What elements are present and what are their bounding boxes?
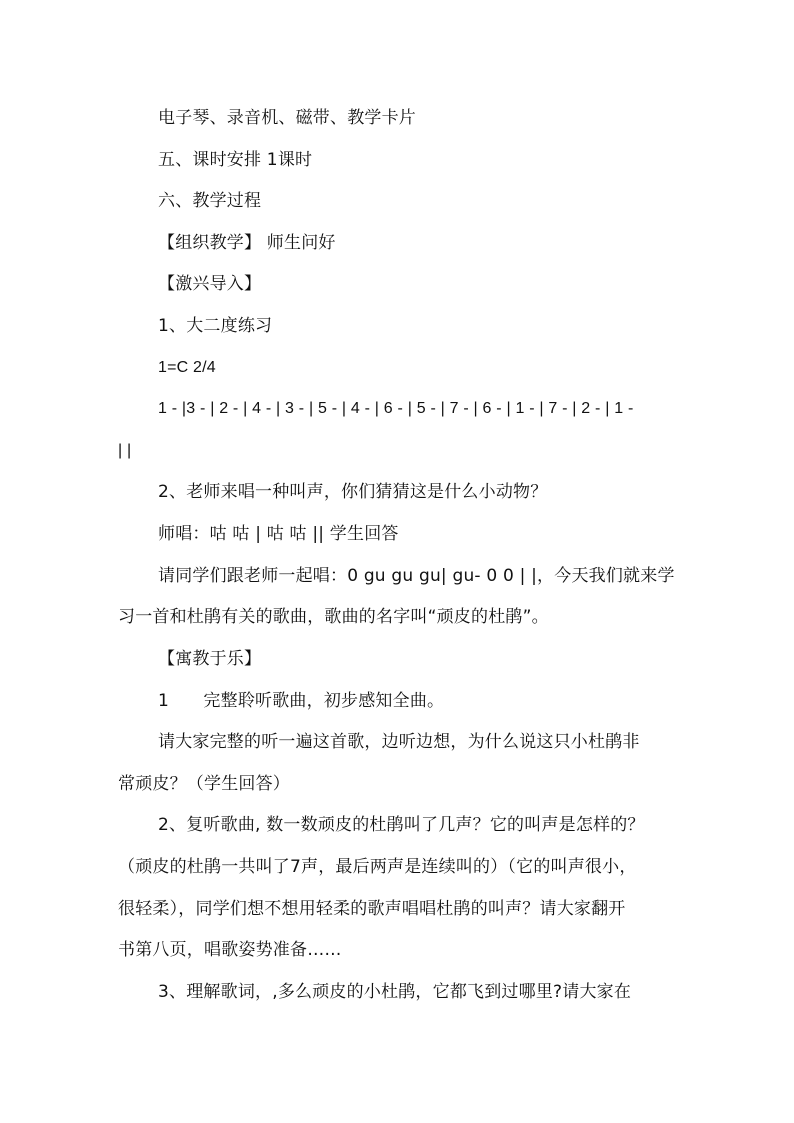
key-signature-line: 1=C 2/4	[158, 359, 216, 376]
notation-line: 1 - |3 - | 2 - | 4 - | 3 - | 5 - | 4 - | 6 - | 5 - | 7 - | 6 - | 1 - | 7 - | 2 - | 1 -	[158, 400, 634, 417]
paragraph-line: 1 完整聆听歌曲，初步感知全曲。	[158, 691, 445, 711]
paragraph-line: 3、理解歌词，,多么顽皮的小杜鹃，它都飞到过哪里?请大家在	[158, 982, 632, 1002]
notation-end-line: | |	[118, 442, 132, 459]
paragraph-line: 师唱：咕 咕 | 咕 咕 || 学生回答	[158, 524, 399, 544]
organize-teaching-line: 【组织教学】 师生问好	[158, 233, 336, 253]
paragraph-line: 习一首和杜鹃有关的歌曲，歌曲的名字叫“顽皮的杜鹃”。	[118, 607, 549, 627]
paragraph-line: 2、复听歌曲, 数一数顽皮的杜鹃叫了几声？它的叫声是怎样的？	[158, 815, 645, 835]
paragraph-line: 很轻柔），同学们想不想用轻柔的歌声唱唱杜鹃的叫声？请大家翻开	[118, 899, 626, 919]
paragraph-line: 请同学们跟老师一起唱：0 gu gu gu| gu- 0 0 | |，今天我们就来学	[158, 566, 675, 586]
exercise-heading: 1、大二度练习	[158, 316, 273, 336]
paragraph-line: 2、老师来唱一种叫声，你们猜猜这是什么小动物？	[158, 482, 548, 502]
intro-heading: 【激兴导入】	[158, 274, 262, 294]
paragraph-line: 书第八页，唱歌姿势准备……	[118, 940, 342, 960]
paragraph-line: 常顽皮？（学生回答）	[118, 774, 290, 794]
teaching-heading: 【寓教于乐】	[158, 649, 262, 669]
materials-line: 电子琴、录音机、磁带、教学卡片	[158, 108, 416, 128]
section-six-heading: 六、教学过程	[158, 191, 262, 211]
paragraph-line: （顽皮的杜鹃一共叫了7声，最后两声是连续叫的）（它的叫声很小，	[118, 857, 637, 877]
section-five-heading: 五、课时安排 1课时	[158, 150, 313, 170]
paragraph-line: 请大家完整的听一遍这首歌，边听边想，为什么说这只小杜鹃非	[158, 732, 640, 752]
